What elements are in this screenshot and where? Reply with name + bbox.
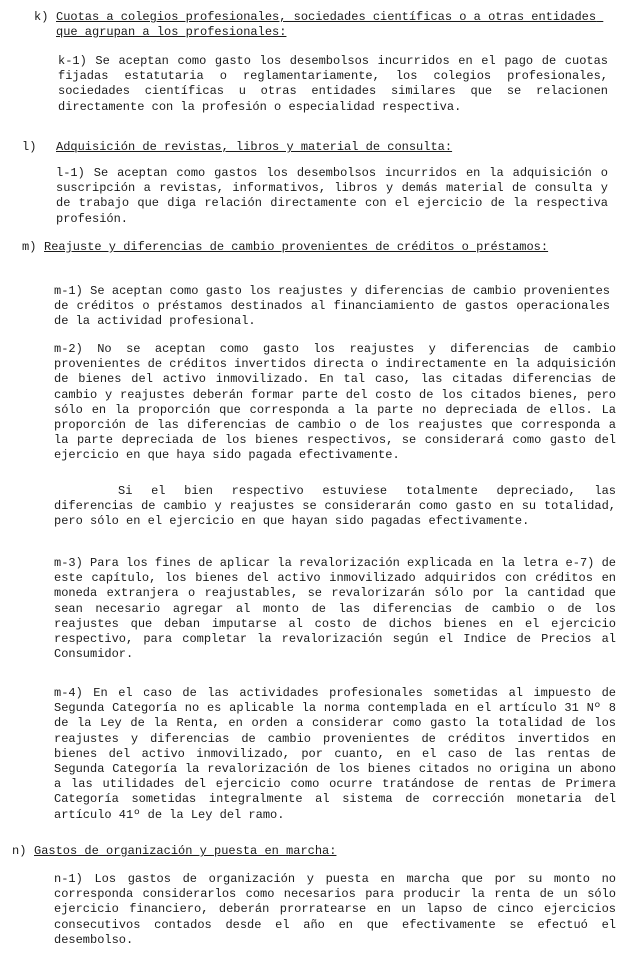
paragraph-m-4: m-4) En el caso de las actividades profesionales sometidas al impuesto de Segunda Categoría no es aplicable la norma contemplada en el artículo 31 Nº 8 de la Ley de la Renta, en orden a considerar como gasto la totalidad de los reajustes y diferencias de cambio provenientes de créditos invertidos en bienes del activo inmovilizado, por cuanto, en el caso de las rentas de Segunda Categoría la revalorización de los bienes citados no origina un abono a las utilidades del ejercicio como ocurre tratándose de rentas de Primera Categoría sometidas integralmente al sistema de corrección monetaria del artículo 41º de la Ley del ramo.	[54, 686, 616, 822]
paragraph-k-1: k-1) Se aceptan como gasto los desembolsos incurridos en el pago de cuotas fijadas estatutaria o reglamentariamente, los colegios profesionales, sociedades científicas u otras entidades similares que se relacionen directamente con la profesión o especialidad respectiva.	[58, 54, 608, 114]
section-k-title: Cuotas a colegios profesionales, sociedades científicas o a otras entidades que agrupan a los profesionales:	[56, 10, 604, 39]
paragraph-m-1: m-1) Se aceptan como gasto los reajustes y diferencias de cambio provenientes de créditos o préstamos destinados al financiamiento de gastos operacionales de la actividad profesional.	[54, 284, 610, 329]
paragraph-m-3: m-3) Para los fines de aplicar la revalorización explicada en la letra e-7) de este capítulo, los bienes del activo inmovilizado adquiridos con créditos en moneda extranjera o reajustables, se revalorizarán sólo por la cantidad que sean necesario agregar al monto de las diferencias de cambio o de los reajustes que deban imputarse al costo de dichos bienes en el ejercicio respectivo, para completar la revalorización según el Indice de Precios al Consumidor.	[54, 556, 616, 662]
section-m-marker: m)	[22, 240, 37, 254]
section-l-marker: l)	[22, 140, 37, 154]
section-n-marker: n)	[12, 844, 27, 858]
paragraph-n-1: n-1) Los gastos de organización y puesta en marcha que por su monto no corresponda considerarlos como necesarios para producir la renta de un sólo ejercicio financiero, deberán prorratearse en un lapso de cinco ejercicios consecutivos contados desde el año en que efectivamente se efectuó el desembolso.	[54, 872, 616, 947]
paragraph-l-1: l-1) Se aceptan como gastos los desembolsos incurridos en la adquisición o suscripción a revistas, informativos, libros y demás material de consulta y de trabajo que diga relación directamente con el ejercicio de la respectiva profesión.	[56, 166, 608, 226]
section-m	[0, 240, 630, 270]
section-m-title: Reajuste y diferencias de cambio provenientes de créditos o préstamos:	[44, 240, 549, 254]
section-l-title: Adquisición de revistas, libros y material de consulta:	[56, 140, 453, 154]
section-k-marker: k)	[34, 10, 49, 24]
section-k	[0, 10, 630, 40]
section-n	[0, 844, 630, 860]
section-n-title: Gastos de organización y puesta en marcha:	[34, 844, 337, 858]
paragraph-m-2: m-2) No se aceptan como gasto los reajustes y diferencias de cambio provenientes de créditos invertidos directa o indirectamente en la adquisición de bienes del activo inmovilizado. En tal caso, las citadas diferencias de cambio y reajustes deberán formar parte del costo de los citados bienes, pero sólo en la proporción que corresponda a la parte no depreciada de ellos. La proporción de las diferencias de cambio o de los reajustes que corresponda a la parte depreciada de los bienes respectivos, se considerará como gasto del ejercicio en que haya sido pagada efectivamente.	[54, 342, 616, 463]
paragraph-m-2-continued: Si el bien respectivo estuviese totalmente depreciado, las diferencias de cambio y reajustes se considerarán como gasto en su totalidad, pero sólo en el ejercicio en que hayan sido pagadas efectivamente.	[54, 484, 616, 529]
section-l	[0, 140, 630, 156]
